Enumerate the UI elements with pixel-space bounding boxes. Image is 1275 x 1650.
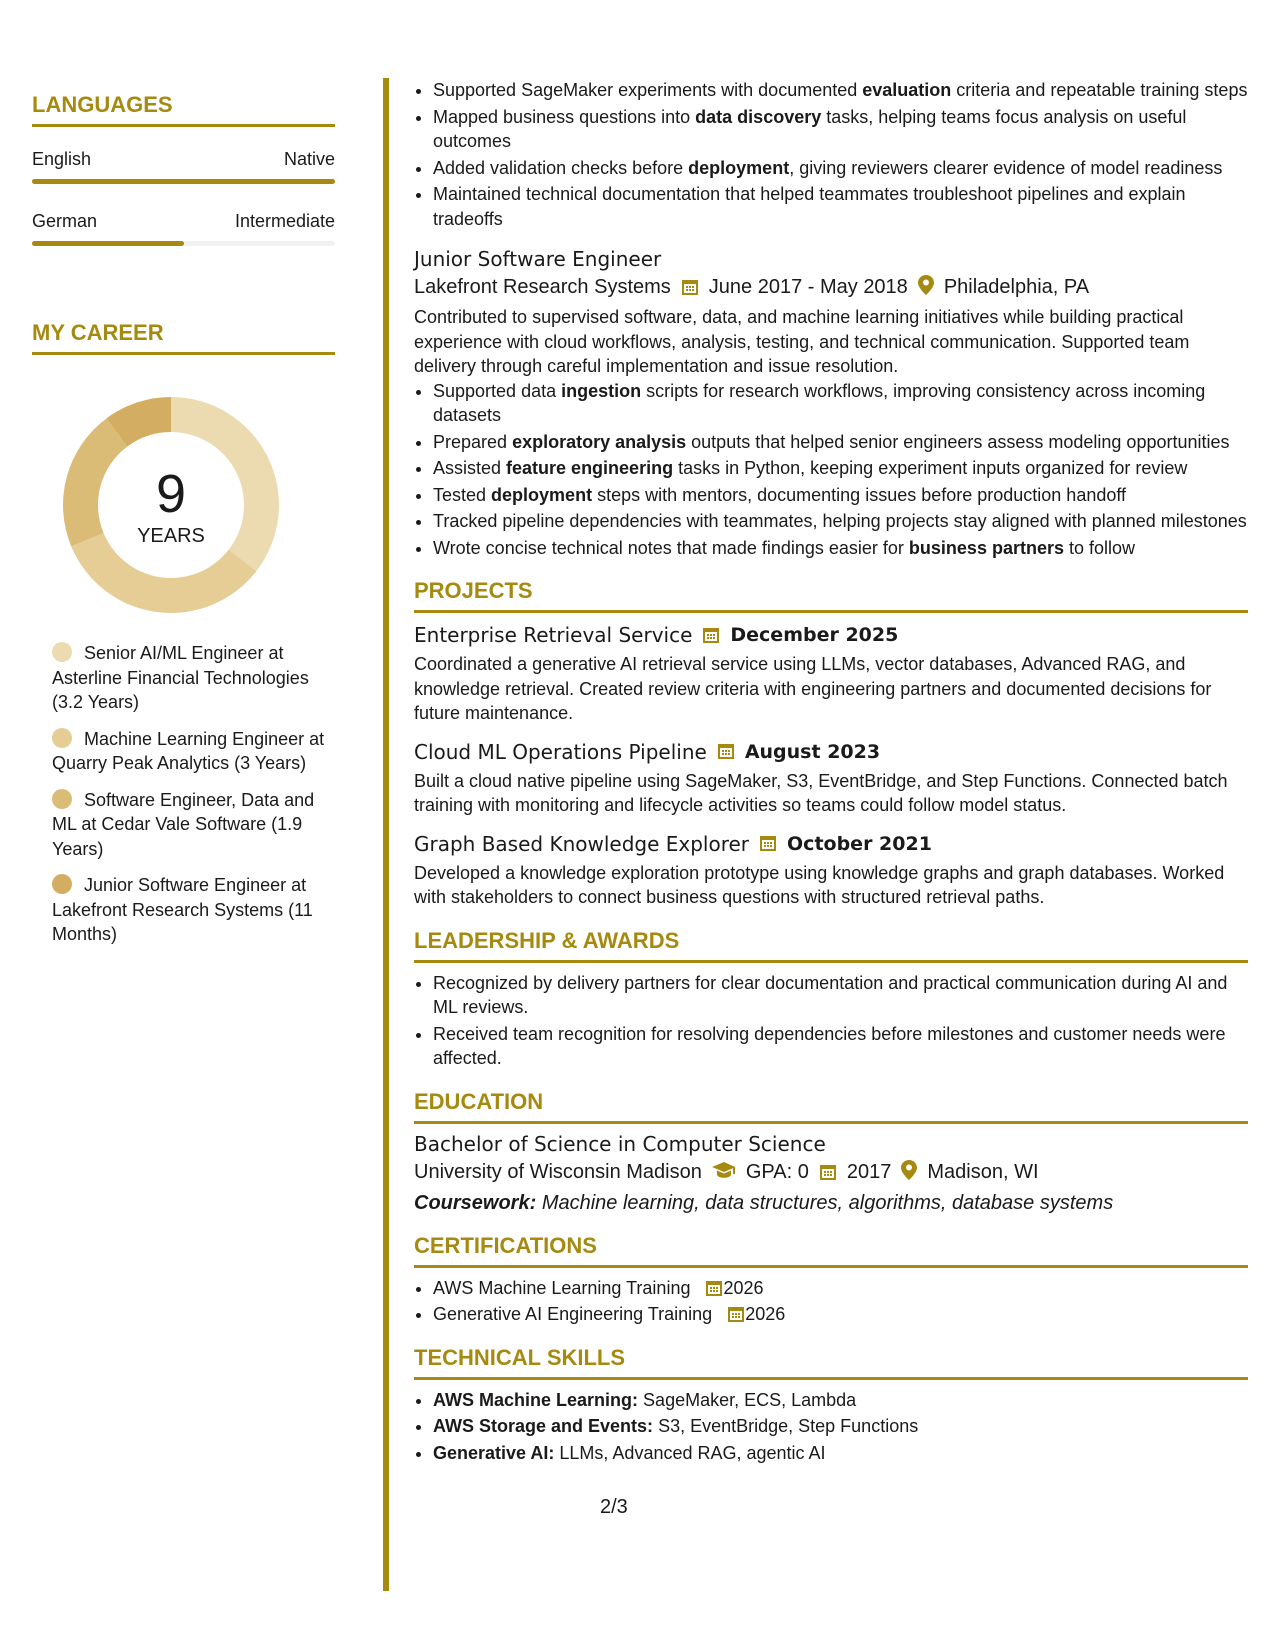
project-item xyxy=(414,623,1248,726)
project-description: Developed a knowledge exploration prototype using knowledge graphs and graph databases. Worked with stakeholders to connect business questions with structured retrieval paths. xyxy=(414,862,1225,907)
location-pin-icon xyxy=(901,1160,917,1185)
bullet-item xyxy=(433,105,1248,154)
language-level: Native xyxy=(283,149,335,169)
bullet-pre: Wrote concise technical notes that made findings easier for xyxy=(433,537,909,558)
school-location: Madison, WI xyxy=(927,1160,1039,1183)
job-dates: June 2017 - May 2018 xyxy=(708,276,908,298)
bullet-post: to follow xyxy=(1063,537,1136,558)
language-level: Intermediate xyxy=(234,211,335,231)
job-summary: Contributed to supervised software, data, and machine learning initiatives while building practical experience with cloud workflows, analysis, testing, and technical communication. Supported team delivery through careful implementation and issue resolution. xyxy=(414,307,1190,376)
project-item xyxy=(414,832,1248,910)
career-legend-item xyxy=(52,788,335,862)
school-name: University of Wisconsin Madison xyxy=(414,1160,702,1183)
bullet-pre: Mapped business questions into xyxy=(433,106,696,127)
job-location: Philadelphia, PA xyxy=(943,276,1090,298)
leadership-item: • Recognized by delivery partners for clear documentation and practical communication during AI and ML reviews. xyxy=(433,971,1248,1020)
coursework-label: Coursework: xyxy=(414,1191,537,1214)
column-divider xyxy=(383,78,389,1591)
skills-list xyxy=(414,1388,1248,1466)
experience-bullets xyxy=(414,78,1248,231)
language-name: English xyxy=(32,149,92,169)
bullet-post: outputs that helped senior engineers assess modeling opportunities xyxy=(686,431,1230,452)
project-date: August 2023 xyxy=(744,740,881,763)
certification-item xyxy=(433,1276,1248,1301)
project-description: Built a cloud native pipeline using SageMaker, S3, EventBridge, and Step Functions. Connected batch training with monitoring and lifecycle activities so teams could follow model status. xyxy=(414,770,1228,815)
gpa: GPA: 0 xyxy=(745,1160,809,1183)
bullet-bold: evaluation xyxy=(862,80,952,100)
bullet-pre: Supported SageMaker experiments with documented xyxy=(433,80,863,100)
degree-title: Bachelor of Science in Computer Science xyxy=(414,1131,826,1156)
language-item xyxy=(32,149,335,184)
certification-year: 2026 xyxy=(723,1277,764,1298)
bullet-bold: deployment xyxy=(688,157,790,178)
legend-dot xyxy=(52,874,72,894)
leadership-list xyxy=(414,971,1248,1071)
career-legend-text: Machine Learning Engineer at Quarry Peak Analytics (3 Years) xyxy=(52,728,325,773)
bullet-bold: feature engineering xyxy=(506,458,674,478)
bullet-item xyxy=(433,509,1248,534)
legend-dot xyxy=(52,728,72,748)
bullet-pre: Tested xyxy=(433,484,492,505)
bullet-pre: Supported data xyxy=(433,380,562,401)
skill-value: S3, EventBridge, Step Functions xyxy=(658,1416,919,1436)
bullet-bold: exploratory analysis xyxy=(512,431,687,452)
job-meta xyxy=(414,275,1248,300)
bullet-pre: Tracked pipeline dependencies with teammates, helping projects stay aligned with planned milestones xyxy=(433,511,1247,531)
bullet-bold: data discovery xyxy=(695,106,822,127)
project-item xyxy=(414,740,1248,818)
project-name: Graph Based Knowledge Explorer xyxy=(414,831,750,856)
project-name: Cloud ML Operations Pipeline xyxy=(414,739,707,764)
projects-heading: PROJECTS xyxy=(414,578,1248,613)
bullet-pre: Maintained technical documentation that helped teammates troubleshoot pipelines and explain tradeoffs xyxy=(433,184,1186,229)
calendar-icon xyxy=(819,1162,837,1183)
bullet-item xyxy=(433,483,1248,508)
bullet-post: steps with mentors, documenting issues before production handoff xyxy=(592,484,1127,505)
location-pin-icon xyxy=(918,275,934,300)
career-legend-item xyxy=(52,873,335,947)
bullet-post: tasks in Python, keeping experiment inputs organized for review xyxy=(673,458,1188,478)
right-column xyxy=(414,78,1248,1467)
job-bullets xyxy=(414,379,1248,561)
education-meta xyxy=(414,1160,1248,1185)
skill-value: SageMaker, ECS, Lambda xyxy=(643,1389,857,1410)
job-title: Junior Software Engineer xyxy=(414,247,662,271)
bullet-pre: Added validation checks before xyxy=(433,157,689,178)
bullet-pre: Prepared xyxy=(433,431,513,452)
career-legend-item xyxy=(52,641,335,715)
language-item xyxy=(32,211,335,246)
coursework-text: Machine learning, data structures, algorithms, database systems xyxy=(541,1191,1114,1214)
leadership-item: • Received team recognition for resolving dependencies before milestones and customer needs were affected. xyxy=(433,1022,1248,1071)
job-company: Lakefront Research Systems xyxy=(414,276,671,298)
calendar-icon xyxy=(727,1302,745,1327)
calendar-icon xyxy=(681,277,699,298)
calendar-icon xyxy=(702,625,720,646)
leadership-heading: LEADERSHIP & AWARDS xyxy=(414,928,1248,963)
skill-label: AWS Storage and Events: xyxy=(433,1416,654,1436)
career-legend-item xyxy=(52,727,335,776)
certification-year: 2026 xyxy=(745,1304,786,1324)
skill-item xyxy=(433,1414,1248,1439)
project-date: December 2025 xyxy=(730,624,899,646)
career-total-unit: YEARS xyxy=(137,525,205,547)
career-legend-text: Software Engineer, Data and ML at Cedar Vale Software (1.9 Years) xyxy=(52,789,315,859)
certifications-heading: CERTIFICATIONS xyxy=(414,1233,1248,1268)
bullet-bold: ingestion xyxy=(561,380,642,401)
language-name: German xyxy=(32,211,98,231)
career-legend xyxy=(32,641,335,947)
bullet-post: tasks, helping teams focus analysis on useful outcomes xyxy=(433,106,1187,151)
language-level-bar xyxy=(32,241,335,246)
bullet-item xyxy=(433,536,1248,561)
bullet-item xyxy=(433,430,1248,455)
bullet-bold: business partners xyxy=(908,537,1064,558)
project-date: October 2021 xyxy=(787,832,932,855)
skill-item xyxy=(433,1441,1248,1466)
career-donut-chart xyxy=(63,397,279,613)
certification-item xyxy=(433,1302,1248,1327)
bullet-post: , giving reviewers clearer evidence of model readiness xyxy=(789,157,1223,178)
legend-dot xyxy=(52,642,72,662)
bullet-bold: deployment xyxy=(491,484,593,505)
calendar-icon xyxy=(705,1276,723,1301)
career-heading: MY CAREER xyxy=(32,320,335,355)
projects-list xyxy=(414,623,1248,910)
bullet-item xyxy=(433,156,1248,181)
skill-label: AWS Machine Learning: xyxy=(433,1389,639,1410)
career-legend-text: Junior Software Engineer at Lakefront Research Systems (11 Months) xyxy=(52,875,313,944)
certification-name: AWS Machine Learning Training xyxy=(433,1277,691,1298)
skill-label: Generative AI: xyxy=(433,1442,555,1463)
page-number: 2/3 xyxy=(600,1496,628,1518)
skills-heading: TECHNICAL SKILLS xyxy=(414,1345,1248,1380)
bullet-item xyxy=(433,182,1248,231)
bullet-post: scripts for research workflows, improving consistency across incoming datasets xyxy=(433,380,1206,425)
project-name: Enterprise Retrieval Service xyxy=(414,623,693,647)
legend-dot xyxy=(52,789,72,809)
coursework xyxy=(414,1192,1248,1215)
education-heading: EDUCATION xyxy=(414,1089,1248,1124)
skill-item xyxy=(433,1388,1248,1413)
bullet-item xyxy=(433,78,1248,103)
certification-name: Generative AI Engineering Training xyxy=(433,1304,713,1324)
graduation-cap-icon xyxy=(712,1161,736,1184)
career-total-number: 9 xyxy=(155,464,187,524)
calendar-icon xyxy=(717,741,735,762)
bullet-pre: Assisted xyxy=(433,458,507,478)
career-legend-text: Senior AI/ML Engineer at Asterline Financial Technologies (3.2 Years) xyxy=(52,643,309,712)
bullet-post: criteria and repeatable training steps xyxy=(951,80,1248,100)
graduation-year: 2017 xyxy=(846,1160,892,1183)
bullet-item xyxy=(433,456,1248,481)
languages-heading: LANGUAGES xyxy=(32,92,335,127)
calendar-icon xyxy=(759,833,777,854)
certifications-list xyxy=(414,1276,1248,1327)
skill-value: LLMs, Advanced RAG, agentic AI xyxy=(559,1442,826,1463)
project-description: Coordinated a generative AI retrieval service using LLMs, vector databases, Advanced RAG, and knowledge retrieval. Created review criteria with engineering partners and documented decisions for future maintenance. xyxy=(414,654,1212,723)
language-level-bar xyxy=(32,179,335,184)
bullet-item xyxy=(433,379,1248,428)
